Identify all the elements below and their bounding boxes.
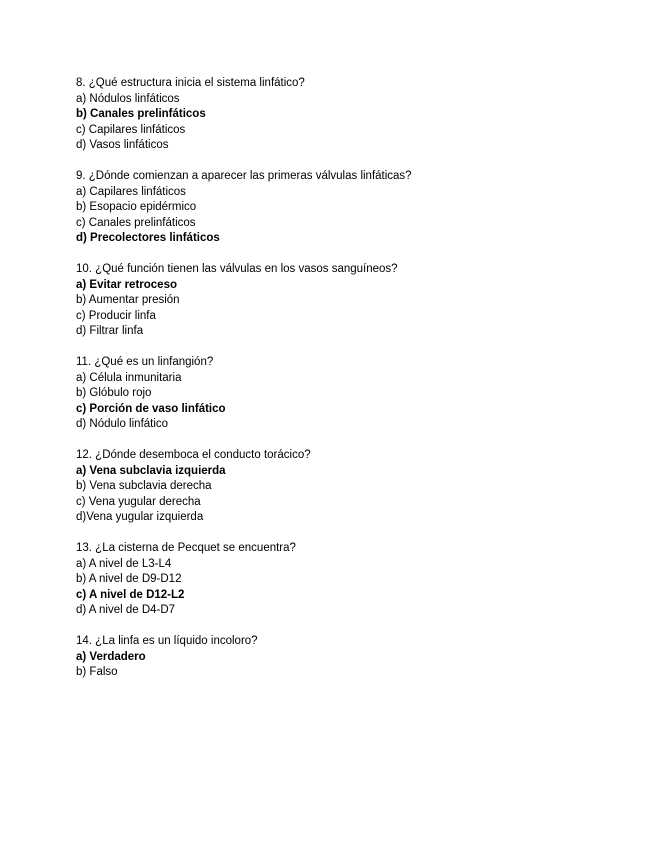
quiz-document: [76, 76, 636, 696]
question-text: 9. ¿Dónde comienzan a aparecer las primeras válvulas linfáticas?: [76, 170, 412, 182]
answer-option-correct: a) Verdadero: [76, 650, 146, 663]
answer-option: b) A nivel de D9-D12: [76, 573, 182, 585]
answer-option: c) Capilares linfáticos: [76, 123, 186, 136]
question-13: [76, 541, 636, 619]
answer-option: d)Vena yugular izquierda: [76, 511, 204, 523]
question-text: 10. ¿Qué función tienen las válvulas en los vasos sanguíneos?: [76, 263, 398, 275]
answer-option-correct: d) Precolectores linfáticos: [76, 232, 220, 244]
answer-option-correct: a) Vena subclavia izquierda: [76, 464, 226, 477]
answer-option: a) Célula inmunitaria: [76, 371, 182, 384]
question-12: [76, 448, 636, 526]
question-text: 8. ¿Qué estructura inicia el sistema linfático?: [76, 77, 305, 89]
question-9: [76, 169, 636, 247]
question-11: [76, 355, 636, 433]
answer-option-correct: c) Porción de vaso linfático: [76, 402, 226, 415]
question-10: [76, 262, 636, 340]
answer-option: a) A nivel de L3-L4: [76, 557, 172, 570]
question-text: 12. ¿Dónde desemboca el conducto torácico?: [76, 449, 311, 461]
answer-option: d) Nódulo linfático: [76, 418, 169, 430]
question-8: [76, 76, 636, 154]
answer-option: c) Producir linfa: [76, 309, 156, 322]
answer-option-correct: b) Canales prelinfáticos: [76, 108, 206, 120]
answer-option-correct: c) A nivel de D12-L2: [76, 588, 185, 601]
answer-option: b) Aumentar presión: [76, 294, 180, 306]
answer-option: c) Vena yugular derecha: [76, 495, 201, 508]
question-text: 13. ¿La cisterna de Pecquet se encuentra?: [76, 542, 296, 554]
answer-option: b) Esopacio epidérmico: [76, 201, 197, 213]
question-text: 11. ¿Qué es un linfangión?: [76, 356, 214, 368]
answer-option: b) Falso: [76, 666, 118, 678]
answer-option: c) Canales prelinfáticos: [76, 216, 196, 229]
question-14: [76, 634, 636, 681]
answer-option: d) A nivel de D4-D7: [76, 604, 176, 616]
answer-option: a) Capilares linfáticos: [76, 185, 186, 198]
answer-option: a) Nódulos linfáticos: [76, 92, 180, 105]
answer-option: b) Glóbulo rojo: [76, 387, 152, 399]
answer-option: d) Vasos linfáticos: [76, 139, 169, 151]
question-text: 14. ¿La linfa es un líquido incoloro?: [76, 635, 258, 647]
answer-option: b) Vena subclavia derecha: [76, 480, 212, 492]
answer-option: d) Filtrar linfa: [76, 325, 144, 337]
answer-option-correct: a) Evitar retroceso: [76, 278, 177, 291]
